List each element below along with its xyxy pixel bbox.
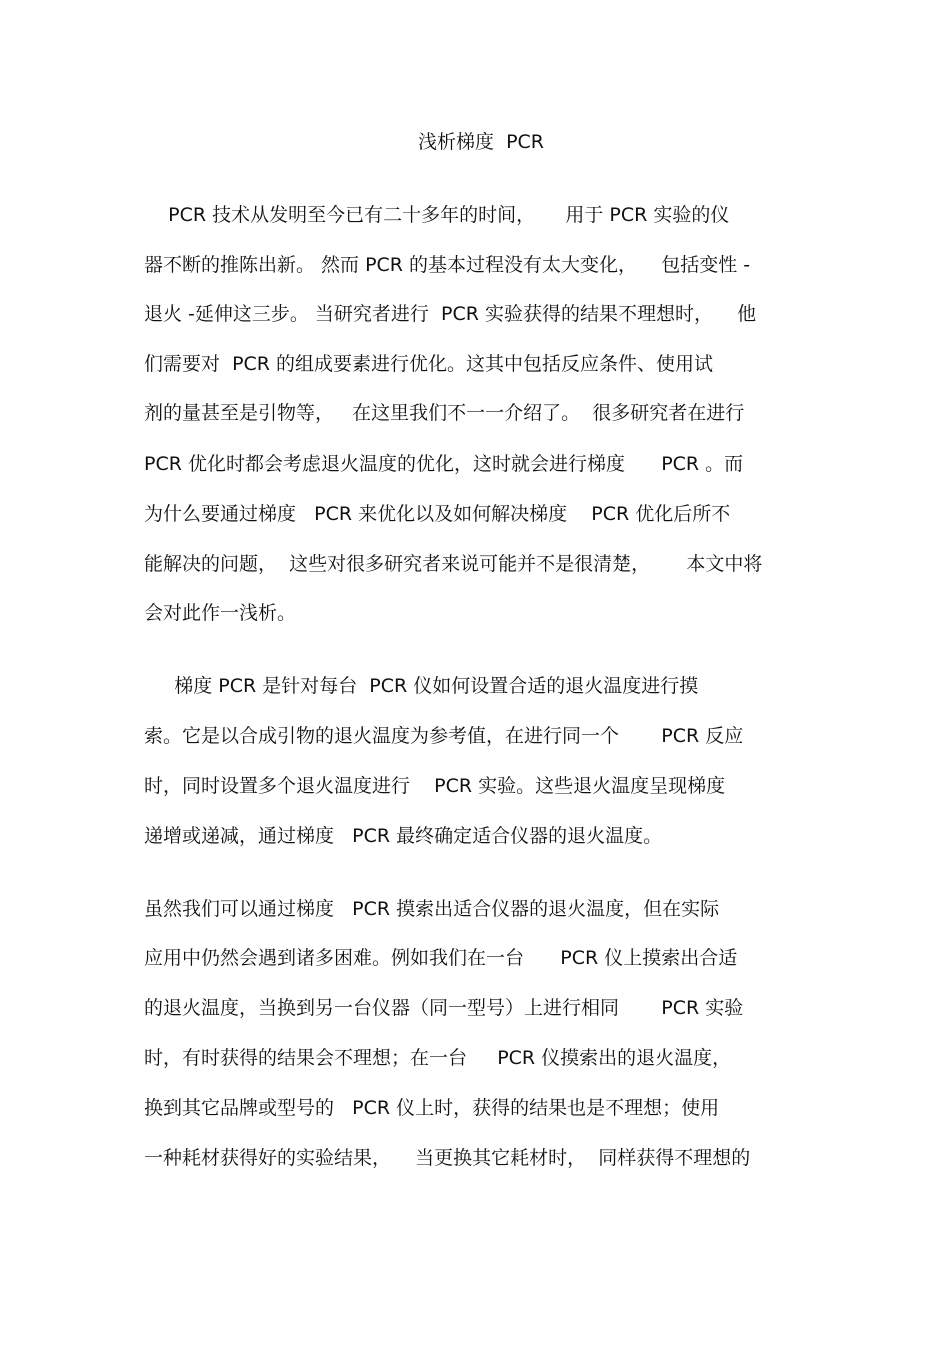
paragraph-3-line-3: 的退火温度，当换到另一台仪器（同一型号）上进行相同 PCR 实验: [144, 997, 744, 1019]
paragraph-1-line-1: PCR 技术从发明至今已有二十多年的时间， 用于 PCR 实验的仪: [144, 204, 730, 226]
paragraph-2-line-2: 索。它是以合成引物的退火温度为参考值，在进行同一个 PCR 反应: [144, 725, 744, 747]
paragraph-1-line-6: PCR 优化时都会考虑退火温度的优化，这时就会进行梯度 PCR 。而: [144, 453, 744, 475]
paragraph-1-line-5: 剂的量甚至是引物等， 在这里我们不一一介绍了。 很多研究者在进行: [144, 402, 745, 424]
paragraph-1-line-8: 能解决的问题， 这些对很多研究者来说可能并不是很清楚， 本文中将: [144, 553, 763, 575]
paragraph-1-line-9: 会对此作一浅析。: [144, 602, 297, 624]
paragraph-2-line-4: 递增或递减，通过梯度 PCR 最终确定适合仪器的退火温度。: [144, 825, 663, 847]
paragraph-1-line-2: 器不断的推陈出新。 然而 PCR 的基本过程没有太大变化， 包括变性 -: [144, 254, 751, 276]
document-title: 浅析梯度 PCR: [417, 131, 544, 153]
paragraph-2-line-3: 时，同时设置多个退火温度进行 PCR 实验。这些退火温度呈现梯度: [144, 775, 726, 797]
paragraph-1-line-4: 们需要对 PCR 的组成要素进行优化。这其中包括反应条件、使用试: [144, 353, 714, 375]
paragraph-3-line-5: 换到其它品牌或型号的 PCR 仪上时，获得的结果也是不理想；使用: [144, 1097, 720, 1119]
paragraph-3-line-6: 一种耗材获得好的实验结果， 当更换其它耗材时， 同样获得不理想的: [144, 1147, 751, 1169]
paragraph-2-line-1: 梯度 PCR 是针对每台 PCR 仪如何设置合适的退火温度进行摸: [144, 675, 699, 697]
paragraph-1-line-7: 为什么要通过梯度 PCR 来优化以及如何解决梯度 PCR 优化后所不: [144, 503, 731, 525]
paragraph-3-line-1: 虽然我们可以通过梯度 PCR 摸索出适合仪器的退火温度，但在实际: [144, 898, 720, 920]
paragraph-1-line-3: 退火 -延伸这三步。 当研究者进行 PCR 实验获得的结果不理想时， 他: [144, 303, 757, 325]
paragraph-3-line-4: 时，有时获得的结果会不理想；在一台 PCR 仪摸索出的退火温度，: [144, 1047, 732, 1069]
paragraph-3-line-2: 应用中仍然会遇到诸多困难。例如我们在一台 PCR 仪上摸索出合适: [144, 947, 738, 969]
